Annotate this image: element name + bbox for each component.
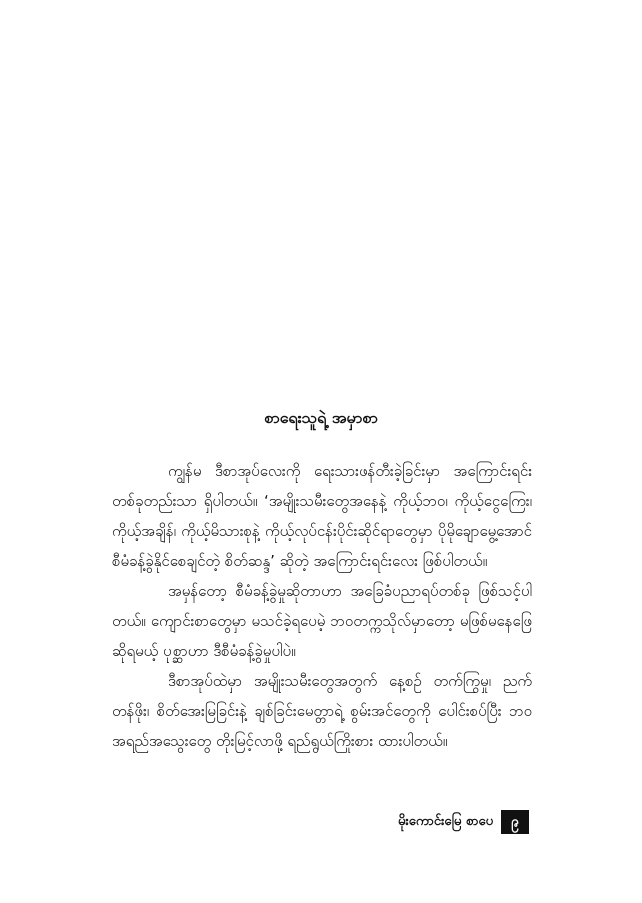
paragraph-3: ဒီစာအုပ်ထဲမှာ အမျိုးသမီးတွေအတွက် နေ့စဉ် တက်ကြွမှု၊ ညက်တန်ဖိုး၊ စိတ်အေးမြခြင်းနဲ့ ချစ်ခြင်းမေတ္တာရဲ့ စွမ်းအင်တွေကို ပေါင်းစပ်ပြီး ဘဝအရည်အသွေးတွေ တိုးမြင့်လာဖို့ ရည်ရွယ်ကြိုးစား ထားပါတယ်။: [112, 672, 532, 750]
paragraph-1: ကျွန်မ ဒီစာအုပ်လေးကို ရေးသားဖန်တီးခဲ့ခြင်းမှာ အကြောင်းရင်း တစ်ခုတည်းသာ ရှိပါတယ်။ ‘အမျိုးသမီးတွေအနေနဲ့ ကိုယ့်ဘဝ၊ ကိုယ့်ငွေကြေး၊ ကိုယ့်အချိန်၊ ကိုယ့်မိသားစုနဲ့ ကိုယ့်လုပ်ငန်းပိုင်းဆိုင်ရာတွေမှာ ပိုမိုချောမွေ့အောင် စီမံခန့်ခွဲနိုင်စေချင်တဲ့ စိတ်ဆန္ဒ’ ဆိုတဲ့ အကြောင်းရင်းလေး ဖြစ်ပါတယ်။: [112, 462, 532, 570]
page-heading: စာရေးသူရဲ့ အမှာစာ: [264, 408, 378, 427]
page-footer: [398, 810, 529, 834]
body-text: [112, 456, 532, 756]
publisher-name: မိုးကောင်းမြေ စာပေ: [398, 814, 493, 829]
paragraph-2: အမှန်တော့ စီမံခန့်ခွဲမှုဆိုတာဟာ အခြေခံပညာရပ်တစ်ခု ဖြစ်သင့်ပါတယ်။ ကျောင်းစာတွေမှာ မသင်ခဲ့ရပေမဲ့ ဘဝတက္ကသိုလ်မှာတော့ မဖြစ်မနေဖြေဆိုရမယ့် ပုစ္ဆာဟာ ဒီစီမံခန့်ခွဲမှုပါပဲ။: [112, 582, 532, 660]
page-number: ၉: [501, 810, 529, 834]
